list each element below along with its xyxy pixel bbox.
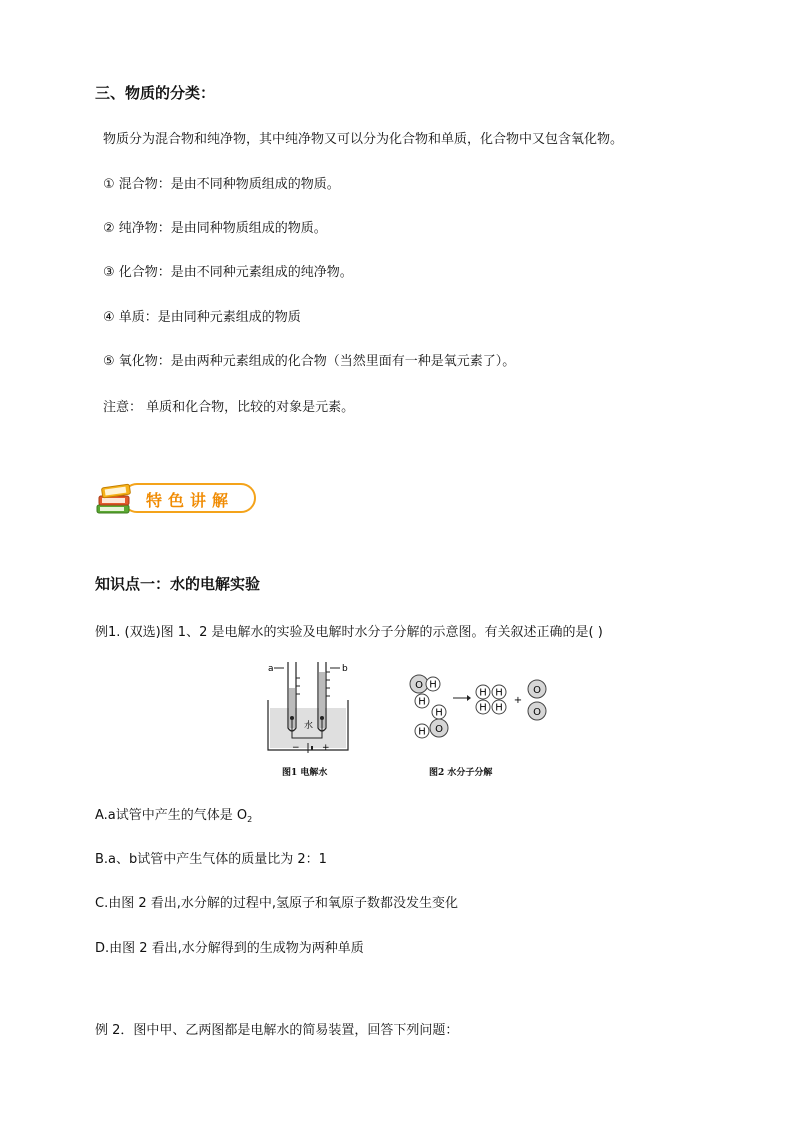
option-c: C.由图 2 看出,水分解的过程中,氢原子和氧原子数都没发生变化: [95, 896, 459, 911]
definition-pure-substance: ② 纯净物：是由同种物质组成的物质。: [103, 221, 327, 236]
tube-b-label: b: [342, 664, 348, 674]
atom-h: H: [429, 679, 437, 691]
tube-a-label: a: [268, 664, 274, 674]
atom-h: H: [495, 702, 503, 714]
option-b: B.a、b试管中产生气体的质量比为 2：1: [95, 852, 327, 867]
definition-mixture: ① 混合物：是由不同种物质组成的物质。: [103, 177, 340, 192]
option-d: D.由图 2 看出,水分解得到的生成物为两种单质: [95, 941, 364, 956]
intro-paragraph: 物质分为混合物和纯净物，其中纯净物又可以分为化合物和单质，化合物中又包含氧化物。: [103, 132, 624, 147]
battery-plus-label: +: [322, 743, 330, 753]
atom-h: H: [418, 696, 426, 708]
electrolysis-apparatus-diagram: [262, 658, 354, 756]
atom-h: H: [479, 687, 487, 699]
option-a: A.a试管中产生的气体是 $O_2$: [95, 808, 253, 824]
banner-label: 特色讲解: [146, 491, 235, 510]
note-text: 注意： 单质和化合物，比较的对象是元素。: [103, 400, 355, 415]
section-title: 三、物质的分类：: [95, 84, 216, 102]
atom-o: O: [435, 724, 443, 735]
knowledge-point-title: 知识点一：水的电解实验: [95, 575, 261, 593]
water-molecule-decomposition-diagram: [403, 670, 553, 746]
atom-h: H: [479, 702, 487, 714]
atom-h: H: [418, 726, 426, 738]
definition-element-substance: ④ 单质：是由同种元素组成的物质: [103, 310, 301, 325]
definition-compound: ③ 化合物：是由不同种元素组成的纯净物。: [103, 265, 353, 280]
example1-stem: 例1. (双选)图 1、2 是电解水的实验及电解时水分子分解的示意图。有关叙述正确的是( ): [95, 625, 603, 640]
figure2-caption: 图2 水分子分解: [429, 768, 493, 778]
atom-o: O: [533, 685, 541, 696]
atom-h: H: [435, 707, 443, 719]
water-label: 水: [304, 721, 314, 731]
books-icon: [94, 478, 136, 518]
atom-o: O: [533, 707, 541, 718]
battery-minus-label: −: [292, 743, 300, 753]
figure1-caption: 图1 电解水: [282, 768, 328, 778]
atom-o: O: [415, 680, 423, 691]
feature-banner: [94, 478, 256, 516]
plus-sign: +: [513, 695, 523, 706]
atom-h: H: [495, 687, 503, 699]
example2-stem: 例 2．图中甲、乙两图都是电解水的简易装置，回答下列问题：: [95, 1023, 459, 1038]
banner-pill: [122, 483, 256, 513]
definition-oxide: ⑤ 氧化物：是由两种元素组成的化合物（当然里面有一种是氧元素了）。: [103, 354, 516, 369]
